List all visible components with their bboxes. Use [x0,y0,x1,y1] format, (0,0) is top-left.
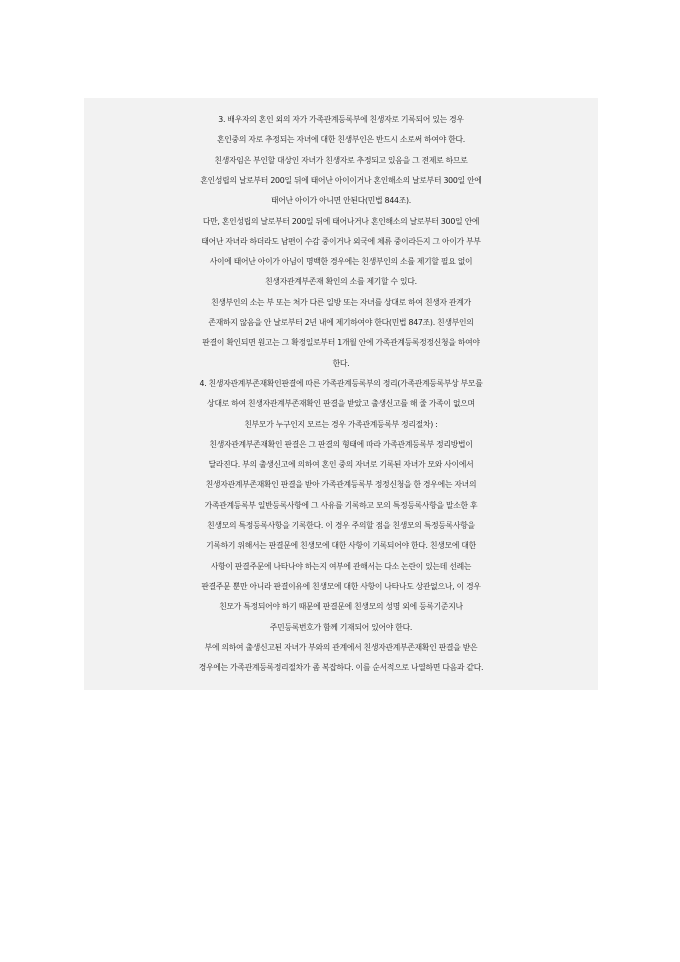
text-line: 친생자관계부존재확인 판결을 받아 가족관계등록부 정정신청을 한 경우에는 자녀의 [205,480,477,490]
text-line: 혼인중의 자로 추정되는 자녀에 대한 친생부인은 반드시 소로써 하여야 한다. [216,135,466,145]
text-line: 친생자임은 부인할 대상인 자녀가 친생자로 추정되고 있음을 그 전제로 하므로 [214,155,468,165]
text-line: 부에 의하여 출생신고된 자녀가 부와의 관계에서 친생자관계부존재확인 판결을 받은 [204,642,478,652]
text-line: 경우에는 가족관계등록정리절차가 좀 복잡하다. 이를 순서적으로 나열하면 다음과 같다. [198,663,484,673]
text-line: 가족관계등록부 일반등록사항에 그 사유를 기록하고 모의 특정등록사항을 말소한 후 [204,500,478,510]
text-line: 4. 친생자관계부존재확인판결에 따른 가족관계등록부의 정리(가족관계등록부상 부모를 [199,378,483,388]
text-line: 판결주문 뿐만 아니라 판결이유에 친생모에 대한 사항이 나타나도 상관없으나, 이 경우 [201,581,481,591]
text-line: 주민등록번호가 함께 기재되어 있어야 한다. [269,622,413,632]
text-line: 달라진다. 부의 출생신고에 의하여 혼인 중의 자녀로 기록된 자녀가 모와 사이에서 [208,460,474,470]
text-line: 친모가 특정되어야 하기 때문에 판결문에 친생모의 성명 외에 등록기준지나 [219,602,463,612]
text-line: 태어난 아이가 아니면 안된다(민법 844조). [270,196,412,206]
text-line: 판결이 확인되면 원고는 그 확정일로부터 1개월 안에 가족관계등록정정신청을 하여야 [202,338,480,348]
text-line: 존재하지 않음을 안 날로부터 2년 내에 제기하여야 한다(민법 847조). 친생부인의 [208,318,474,327]
text-line: 친부모가 누구인지 모르는 경우 가족관계등록부 정리절차) : [244,419,438,429]
text-line: 상대로 하여 친생자관계부존재확인 판결을 받았고 출생신고를 해 줄 가족이 없으며 [207,399,475,409]
text-line: 기록하기 위해서는 판결문에 친생모에 대한 사항이 기록되어야 한다. 친생모에 대한 [206,541,476,551]
text-line: 사이에 태어난 아이가 아님이 명백한 경우에는 친생부인의 소를 제기할 필요 없이 [209,257,473,267]
text-line: 3. 배우자의 혼인 외의 자가 가족관계등록부에 친생자로 기록되어 있는 경우 [218,115,464,124]
text-line: 태어난 자녀라 하더라도 남편이 수감 중이거나 외국에 체류 중이라든지 그 아이가 부부 [201,236,481,246]
text-line: 한다. [332,358,350,368]
text-line: 친생부인의 소는 부 또는 처가 다른 일방 또는 자녀를 상대로 하여 친생자 관계가 [211,297,471,307]
text-line: 친생자관계부존재 확인의 소를 제기할 수 있다. [265,277,417,287]
text-line: 친생자관계부존재확인 판결은 그 판결의 형태에 따라 가족관계등록부 정리방법이 [209,439,473,449]
text-line: 친생모의 특정등록사항을 기록한다. 이 경우 주의할 점을 친생모의 특정등록사항을 [207,521,475,530]
text-line: 사항이 판결주문에 나타나야 하는지 여부에 관해서는 다소 논란이 있는데 선례는 [210,561,472,571]
text-line: 혼인성립의 날로부터 200일 뒤에 태어난 아이이거나 혼인해소의 날로부터 300일 안에 [200,175,482,185]
text-block [84,98,598,690]
text-line: 다만, 혼인성립의 날로부터 200일 뒤에 태어나거나 혼인해소의 날로부터 300일 안에 [202,216,480,226]
